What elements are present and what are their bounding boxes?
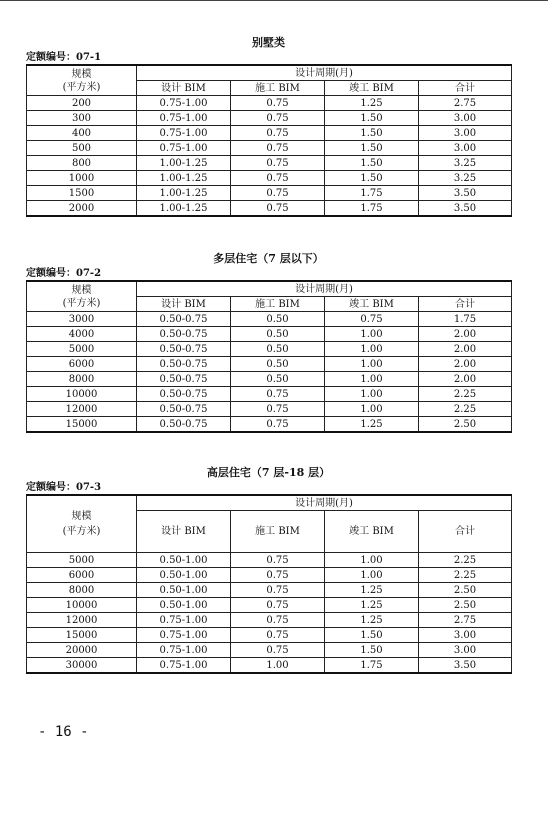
cell-scale: 400 <box>27 126 137 141</box>
cell-completion-bim: 1.00 <box>325 372 419 387</box>
cell-construction-bim: 0.75 <box>231 126 325 141</box>
cell-total: 3.00 <box>419 643 512 658</box>
cell-scale: 3000 <box>27 312 137 327</box>
cell-scale: 8000 <box>27 583 137 598</box>
cell-design-bim: 0.75-1.00 <box>137 643 231 658</box>
cell-completion-bim: 1.50 <box>325 156 419 171</box>
cell-total: 2.00 <box>419 357 512 372</box>
cell-design-bim: 0.75-1.00 <box>137 126 231 141</box>
cell-total: 2.50 <box>419 598 512 613</box>
cell-scale: 5000 <box>27 553 137 568</box>
table-row <box>27 387 512 402</box>
quota-code: 定额编号：07-1 <box>26 52 102 63</box>
cell-completion-bim: 1.00 <box>325 568 419 583</box>
cell-design-bim: 0.50-0.75 <box>137 372 231 387</box>
cell-construction-bim: 0.75 <box>231 643 325 658</box>
cell-construction-bim: 1.00 <box>231 658 325 674</box>
table-body <box>27 312 512 433</box>
cell-total: 2.00 <box>419 342 512 357</box>
cell-total: 2.75 <box>419 613 512 628</box>
table-row <box>27 417 512 433</box>
cell-scale: 10000 <box>27 598 137 613</box>
table-row <box>27 156 512 171</box>
cell-completion-bim: 1.50 <box>325 171 419 186</box>
cell-construction-bim: 0.75 <box>231 417 325 433</box>
col-header-construction: 施工 BIM <box>231 297 325 312</box>
cell-total: 2.25 <box>419 402 512 417</box>
cell-construction-bim: 0.75 <box>231 613 325 628</box>
cell-total: 2.50 <box>419 583 512 598</box>
cell-total: 2.00 <box>419 372 512 387</box>
cell-completion-bim: 1.50 <box>325 643 419 658</box>
scale-header <box>27 495 137 553</box>
cell-design-bim: 0.50-0.75 <box>137 312 231 327</box>
col-header-completion: 竣工 BIM <box>325 511 419 553</box>
table-row <box>27 643 512 658</box>
cell-construction-bim: 0.75 <box>231 387 325 402</box>
cell-scale: 15000 <box>27 628 137 643</box>
cell-scale: 500 <box>27 141 137 156</box>
cell-construction-bim: 0.50 <box>231 327 325 342</box>
cell-design-bim: 1.00-1.25 <box>137 156 231 171</box>
cell-scale: 800 <box>27 156 137 171</box>
col-header-design: 设计 BIM <box>137 297 231 312</box>
cell-completion-bim: 0.75 <box>325 312 419 327</box>
cell-construction-bim: 0.75 <box>231 553 325 568</box>
cell-scale: 10000 <box>27 387 137 402</box>
table-row <box>27 568 512 583</box>
table-row <box>27 598 512 613</box>
scale-header-line2: (平方米) <box>62 81 101 93</box>
table-row <box>27 111 512 126</box>
cell-completion-bim: 1.25 <box>325 598 419 613</box>
cell-design-bim: 0.50-0.75 <box>137 327 231 342</box>
scale-header <box>27 65 137 96</box>
cell-completion-bim: 1.00 <box>325 553 419 568</box>
cell-design-bim: 0.50-1.00 <box>137 568 231 583</box>
section-title: 高层住宅（7 层-18 层） <box>206 466 331 479</box>
cell-design-bim: 0.50-0.75 <box>137 417 231 433</box>
table-row <box>27 402 512 417</box>
cell-design-bim: 0.50-0.75 <box>137 357 231 372</box>
table-row <box>27 141 512 156</box>
cell-total: 2.75 <box>419 96 512 111</box>
cell-completion-bim: 1.75 <box>325 186 419 201</box>
cell-completion-bim: 1.75 <box>325 201 419 217</box>
scale-header-line1: 规模 <box>71 68 92 80</box>
cell-total: 3.00 <box>419 141 512 156</box>
cell-design-bim: 0.75-1.00 <box>137 628 231 643</box>
table-row <box>27 96 512 111</box>
cell-scale: 5000 <box>27 342 137 357</box>
cell-scale: 8000 <box>27 372 137 387</box>
cell-construction-bim: 0.75 <box>231 598 325 613</box>
cell-design-bim: 0.50-0.75 <box>137 402 231 417</box>
col-header-design: 设计 BIM <box>137 81 231 96</box>
cell-construction-bim: 0.75 <box>231 186 325 201</box>
cell-scale: 2000 <box>27 201 137 217</box>
cell-total: 3.00 <box>419 126 512 141</box>
cell-construction-bim: 0.75 <box>231 402 325 417</box>
cell-construction-bim: 0.75 <box>231 141 325 156</box>
scale-header-line1: 规模 <box>71 511 92 522</box>
cell-total: 3.00 <box>419 628 512 643</box>
page-number: - 16 - <box>38 724 89 740</box>
cell-scale: 6000 <box>27 357 137 372</box>
table-row <box>27 312 512 327</box>
period-header: 设计周期(月) <box>137 65 512 81</box>
cell-total: 2.25 <box>419 568 512 583</box>
scale-header <box>27 281 137 312</box>
section-multistory <box>26 252 511 433</box>
cell-total: 2.25 <box>419 553 512 568</box>
cell-design-bim: 1.00-1.25 <box>137 186 231 201</box>
scale-header-line2: (平方米) <box>62 526 101 537</box>
cell-design-bim: 0.50-0.75 <box>137 387 231 402</box>
cell-completion-bim: 1.25 <box>325 613 419 628</box>
cell-total: 3.25 <box>419 156 512 171</box>
cell-construction-bim: 0.75 <box>231 201 325 217</box>
quota-table <box>26 64 512 217</box>
cell-total: 2.25 <box>419 387 512 402</box>
cell-completion-bim: 1.25 <box>325 96 419 111</box>
cell-construction-bim: 0.50 <box>231 312 325 327</box>
cell-total: 3.50 <box>419 186 512 201</box>
cell-construction-bim: 0.50 <box>231 372 325 387</box>
table-row <box>27 613 512 628</box>
cell-construction-bim: 0.75 <box>231 156 325 171</box>
section-title: 多层住宅（7 层以下） <box>213 252 324 265</box>
cell-construction-bim: 0.75 <box>231 96 325 111</box>
cell-scale: 30000 <box>27 658 137 674</box>
cell-total: 1.75 <box>419 312 512 327</box>
section-villa <box>26 36 511 217</box>
cell-completion-bim: 1.00 <box>325 327 419 342</box>
cell-construction-bim: 0.75 <box>231 171 325 186</box>
section-highrise <box>26 466 511 674</box>
quota-table <box>26 494 512 674</box>
scale-header-line2: (平方米) <box>62 297 101 309</box>
top-rule <box>0 0 548 1</box>
col-header-completion: 竣工 BIM <box>325 297 419 312</box>
cell-completion-bim: 1.25 <box>325 417 419 433</box>
cell-construction-bim: 0.75 <box>231 583 325 598</box>
col-header-construction: 施工 BIM <box>231 511 325 553</box>
cell-completion-bim: 1.00 <box>325 357 419 372</box>
cell-construction-bim: 0.75 <box>231 111 325 126</box>
cell-scale: 4000 <box>27 327 137 342</box>
cell-completion-bim: 1.50 <box>325 126 419 141</box>
cell-total: 3.00 <box>419 111 512 126</box>
period-header: 设计周期(月) <box>137 495 512 511</box>
cell-completion-bim: 1.00 <box>325 402 419 417</box>
cell-design-bim: 0.75-1.00 <box>137 141 231 156</box>
cell-scale: 15000 <box>27 417 137 433</box>
table-row <box>27 186 512 201</box>
period-header: 设计周期(月) <box>137 281 512 297</box>
cell-total: 3.50 <box>419 201 512 217</box>
cell-design-bim: 1.00-1.25 <box>137 201 231 217</box>
cell-scale: 1000 <box>27 171 137 186</box>
cell-design-bim: 0.50-1.00 <box>137 583 231 598</box>
cell-design-bim: 0.50-1.00 <box>137 598 231 613</box>
col-header-total: 合计 <box>419 511 512 553</box>
col-header-design: 设计 BIM <box>137 511 231 553</box>
cell-scale: 200 <box>27 96 137 111</box>
scale-header-line1: 规模 <box>71 284 92 296</box>
cell-scale: 6000 <box>27 568 137 583</box>
cell-completion-bim: 1.75 <box>325 658 419 674</box>
table-row <box>27 658 512 674</box>
cell-design-bim: 0.50-1.00 <box>137 553 231 568</box>
section-title: 别墅类 <box>252 36 285 49</box>
table-row <box>27 342 512 357</box>
col-header-total: 合计 <box>419 81 512 96</box>
cell-completion-bim: 1.25 <box>325 583 419 598</box>
cell-construction-bim: 0.50 <box>231 357 325 372</box>
cell-completion-bim: 1.00 <box>325 387 419 402</box>
cell-scale: 20000 <box>27 643 137 658</box>
cell-scale: 12000 <box>27 613 137 628</box>
cell-design-bim: 0.75-1.00 <box>137 613 231 628</box>
table-row <box>27 327 512 342</box>
cell-completion-bim: 1.50 <box>325 628 419 643</box>
cell-total: 3.25 <box>419 171 512 186</box>
cell-construction-bim: 0.50 <box>231 342 325 357</box>
cell-scale: 12000 <box>27 402 137 417</box>
table-body <box>27 553 512 674</box>
quota-code: 定额编号：07-3 <box>26 482 102 493</box>
table-row <box>27 126 512 141</box>
cell-total: 2.50 <box>419 417 512 433</box>
col-header-completion: 竣工 BIM <box>325 81 419 96</box>
cell-scale: 300 <box>27 111 137 126</box>
cell-construction-bim: 0.75 <box>231 628 325 643</box>
table-row <box>27 357 512 372</box>
cell-design-bim: 1.00-1.25 <box>137 171 231 186</box>
cell-design-bim: 0.50-0.75 <box>137 342 231 357</box>
cell-construction-bim: 0.75 <box>231 568 325 583</box>
cell-design-bim: 0.75-1.00 <box>137 96 231 111</box>
table-row <box>27 171 512 186</box>
table-row <box>27 372 512 387</box>
cell-design-bim: 0.75-1.00 <box>137 658 231 674</box>
quota-code: 定额编号：07-2 <box>26 268 102 279</box>
quota-table <box>26 280 512 433</box>
table-row <box>27 553 512 568</box>
cell-total: 2.00 <box>419 327 512 342</box>
col-header-construction: 施工 BIM <box>231 81 325 96</box>
table-row <box>27 201 512 217</box>
cell-completion-bim: 1.50 <box>325 141 419 156</box>
table-row <box>27 628 512 643</box>
table-body <box>27 96 512 217</box>
cell-total: 3.50 <box>419 658 512 674</box>
cell-design-bim: 0.75-1.00 <box>137 111 231 126</box>
cell-completion-bim: 1.50 <box>325 111 419 126</box>
cell-scale: 1500 <box>27 186 137 201</box>
table-row <box>27 583 512 598</box>
col-header-total: 合计 <box>419 297 512 312</box>
cell-completion-bim: 1.00 <box>325 342 419 357</box>
